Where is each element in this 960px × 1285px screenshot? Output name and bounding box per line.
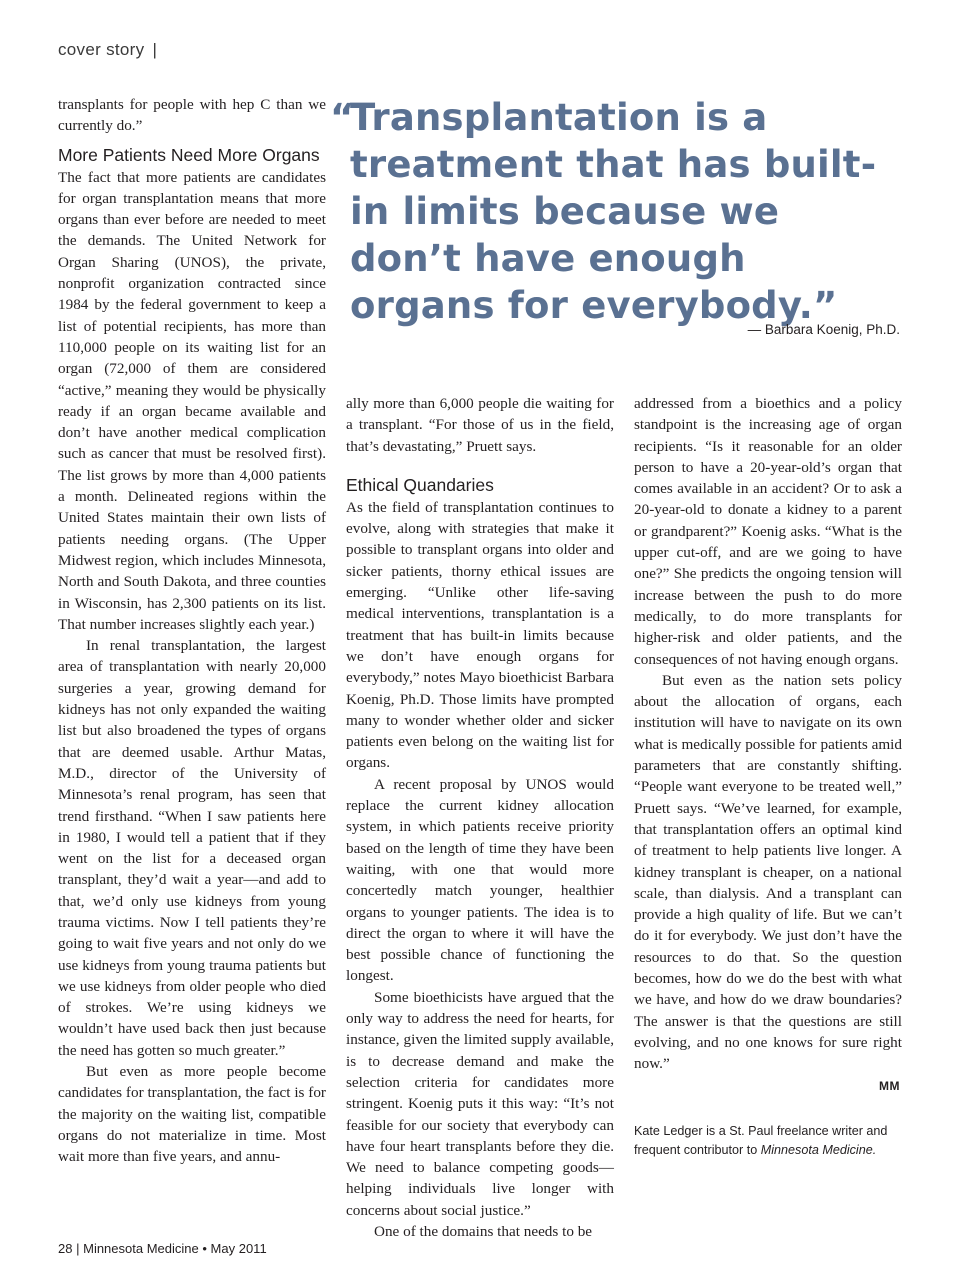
pull-quote: [330, 94, 890, 329]
page-footer: [58, 1241, 267, 1256]
section-divider: |: [152, 40, 158, 59]
end-mark: MM: [879, 1079, 900, 1093]
subheading-more-patients: More Patients Need More Organs: [58, 144, 320, 165]
paragraph: A recent proposal by UNOS would replace the current kidney allocation system, in which patients receive priority based on the length of time they have been waiting, with one that would more concertedly match younger, healthier organs to younger patients. The idea is to direct the organ to where it will have the best possible chance of functioning the longest.: [346, 775, 614, 985]
quote-mark: “: [330, 96, 355, 139]
footer-publication: Minnesota Medicine: [83, 1241, 199, 1256]
paragraph: But even as the nation sets policy about the allocation of organs, each institution will have to navigate on its own what is medically possible for patients amid parameters that are constantly shifting. “People want everyone to be treated well,” Pruett says. “We’ve learned, for example, that transplantation offers an optimal kind of treatment to help patients live longer. A kidney transplant is cheaper, on a national scale, than dialysis. And a transplant can provide a high quality of life. But we can’t do it for everybody. We just don’t have the resources to do that. So the question becomes, how do we do the best with what we have, and how do we draw boundaries? The answer is that the questions are still evolving, and no one knows for sure right now.”: [634, 671, 902, 1073]
article-column-1: [58, 94, 326, 1168]
author-bio: [634, 1122, 904, 1160]
subheading-ethical-quandaries: Ethical Quandaries: [346, 474, 494, 495]
pull-quote-text: Transplantation is a treatment that has built-in limits because we don’t have enough organs for everybody.”: [350, 96, 877, 327]
paragraph: One of the domains that needs to be: [374, 1222, 593, 1240]
page-number: 28: [58, 1241, 73, 1256]
author-bio-text: Kate Ledger is a St. Paul freelance writer and frequent contributor to: [634, 1124, 888, 1157]
paragraph: But even as more people become candidates for transplantation, the fact is for the majority on the waiting list, compatible organs do not materialize in time. Most wait more than five years, and annu-: [58, 1063, 326, 1166]
article-column-3: [634, 393, 902, 1075]
paragraph: In renal transplantation, the largest area of transplantation with nearly 20,000 surgeries a year, growing demand for kidneys has not only expanded the waiting list but also broadened the types of organs that are deemed usable. Arthur Matas, M.D., director of the University of Minnesota’s renal program, has seen that trend firsthand. “When I saw patients here in 1980, I would tell a patient that if they went on the list for a deceased organ transplant, they’d wait a year—and add to that, we’d only use kidneys from young trauma victims. Now I tell patients they’re going to wait five years and not only do we use kidneys from young trauma patients but we use kidneys from older people who died of strokes. We’re using kidneys we wouldn’t have used back then just because the need has gotten so much greater.”: [58, 637, 326, 1059]
paragraph: addressed from a bioethics and a policy standpoint is the increasing age of organ recipients. “Is it reasonable for an older person to have a 20-year-old’s organ that comes available in an accident? Or to ask a 20-year-old to donate a kidney to a parent or grandparent?” Koenig asks. “What is the upper cut-off, and are we going to have one?” She predicts the ongoing tension will increase between the push to do more medically, to do more transplants for higher-risk and older patients, and the consequences of not having enough organs.: [634, 395, 902, 668]
paragraph: transplants for people with hep C than we currently do.”: [58, 96, 326, 135]
paragraph: As the field of transplantation continues to evolve, along with strategies that make it possible to transplant organs into older and sicker patients, thorny ethical issues are emerging. “Unlike other life-saving medical interventions, transplantation is a treatment that has built-in limits because we don’t have enough organs for everybody,” notes Mayo bioethicist Barbara Koenig, Ph.D. Those limits have prompted many to wonder whether older and sicker patients even belong on the waiting list for organs.: [346, 498, 614, 772]
paragraph: The fact that more patients are candidates for organ transplantation means that more organs than ever before are needed to meet the demands. The United Network for Organ Sharing (UNOS), the private, nonprofit organization contracted since 1984 by the federal government to keep a list of potential recipients, has more than 110,000 people on its waiting list for an organ (72,000 of them are considered “active,” meaning they would be physically ready if an organ became available and don’t have another medical complication such as cancer that must be resolved first). The list grows by more than 4,000 patients a month. Delineated regions within the United States maintain their own lists of patients needing organs. (The Upper Midwest region, which includes Minnesota, North and South Dakota, and three counties in Wisconsin, has 2,300 patients on its list. That number increases slightly each year.): [58, 168, 326, 633]
paragraph: ally more than 6,000 people die waiting for a transplant. “For those of us in the field, that’s devastating,” Pruett says.: [346, 395, 614, 455]
paragraph: Some bioethicists have argued that the only way to address the need for hearts, for instance, given the limited supply available, is to decrease demand and make the selection criteria for candidates more stringent. Koenig puts it this way: “It’s not feasible for our society that everybody can have four heart transplants before they die. We need to balance competing goods—helping individuals live longer with concerns about social justice.”: [346, 988, 614, 1219]
section-label: [58, 40, 157, 60]
footer-bullet: •: [202, 1241, 207, 1256]
pull-quote-attribution: — Barbara Koenig, Ph.D.: [747, 322, 900, 337]
author-bio-publication: Minnesota Medicine.: [760, 1143, 877, 1157]
section-name: cover story: [58, 40, 145, 59]
footer-issue: May 2011: [210, 1241, 267, 1256]
footer-divider: |: [76, 1241, 80, 1256]
article-column-2: [346, 393, 614, 1242]
